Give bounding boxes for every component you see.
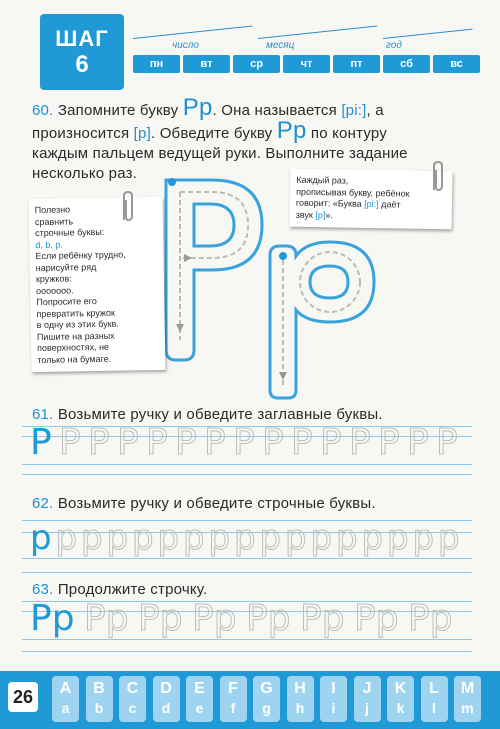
trace-letter[interactable]: p: [183, 518, 205, 558]
trace-letter[interactable]: P: [291, 422, 313, 463]
trace-letter[interactable]: P: [378, 422, 400, 463]
alphabet-upper: I: [331, 680, 336, 697]
alphabet-upper: M: [460, 680, 475, 697]
trace-letter[interactable]: p: [336, 518, 358, 558]
date-line-day: [133, 25, 252, 39]
trace-letter[interactable]: P: [436, 422, 458, 463]
trace-letter[interactable]: p: [234, 518, 256, 558]
alphabet-card: [253, 676, 280, 722]
trace-letter[interactable]: P: [262, 422, 284, 463]
alphabet-lower: f: [230, 700, 236, 716]
alphabet-card: [454, 676, 481, 722]
paperclip-icon: [118, 190, 140, 224]
trace-letter[interactable]: p: [55, 518, 78, 558]
alphabet-upper: B: [93, 680, 105, 697]
alphabet-upper: J: [362, 680, 372, 697]
task63-heading: 63. Продолжите строчку.: [32, 581, 208, 598]
alphabet-lower: g: [262, 700, 271, 716]
trace-letter[interactable]: P: [349, 422, 371, 463]
task63-letters[interactable]: [30, 598, 470, 648]
parent-tip-left: Полезно сравнить строчные буквы: d, b, p. Если ребёнку трудно, нарисуйте ряд кружков: ооооооо. Попросите его превратить кружок в одну из этих букв. Пишите на разных поверхностях, не только на бумаге.: [29, 197, 166, 372]
trace-letter[interactable]: P: [175, 422, 197, 463]
task62-heading: 62. Возьмите ручку и обведите строчные буквы.: [32, 495, 376, 512]
trace-letter[interactable]: P: [233, 422, 255, 463]
trace-letter[interactable]: P: [204, 422, 226, 463]
trace-letter[interactable]: P: [88, 422, 110, 463]
trace-letter[interactable]: p: [157, 518, 180, 558]
date-label-day: число: [172, 40, 199, 51]
alphabet-lower: a: [61, 700, 70, 716]
alphabet-upper: F: [228, 680, 238, 697]
trace-letter[interactable]: Pp: [408, 598, 453, 639]
alphabet-upper: L: [429, 680, 439, 697]
alphabet-lower: j: [365, 700, 369, 716]
sample-letter: P: [30, 422, 52, 463]
task60-text: 60. Запомните букву Pp. Она называется [pi:], а произносится [p]. Обведите букву Pp по контуру каждым пальцем ведущей руки. Выполните задание несколько раз.: [32, 94, 408, 182]
day-thu[interactable]: чт: [283, 55, 330, 73]
trace-letter[interactable]: Pp: [138, 598, 183, 639]
day-mon[interactable]: пн: [133, 55, 180, 73]
trace-letter[interactable]: p: [387, 518, 409, 558]
trace-letter[interactable]: p: [81, 518, 103, 558]
alphabet-card: [320, 676, 347, 722]
alphabet-card: [387, 676, 414, 722]
alphabet-lower: l: [432, 700, 436, 716]
trace-letter[interactable]: P: [407, 422, 429, 463]
trace-letter[interactable]: P: [320, 422, 342, 463]
step-number: 6: [75, 51, 89, 78]
trace-letter[interactable]: Pp: [192, 598, 237, 639]
trace-letter[interactable]: P: [146, 422, 168, 463]
alphabet-upper: K: [394, 680, 407, 697]
alphabet-upper: E: [194, 680, 205, 697]
date-label-month: месяц: [266, 40, 295, 51]
day-sat[interactable]: сб: [383, 55, 430, 73]
trace-letter[interactable]: P: [117, 422, 139, 463]
date-label-year: год: [386, 40, 402, 51]
date-line-month: [258, 25, 377, 39]
trace-letter[interactable]: p: [361, 518, 384, 558]
alphabet-card: [52, 676, 79, 722]
trace-letter[interactable]: p: [259, 518, 282, 558]
trace-letter[interactable]: p: [285, 518, 307, 558]
alphabet-card: [354, 676, 381, 722]
date-line-year: [383, 29, 473, 39]
day-tue[interactable]: вт: [183, 55, 230, 73]
alphabet-card: [186, 676, 213, 722]
trace-letter[interactable]: Pp: [300, 598, 345, 639]
trace-letter[interactable]: p: [132, 518, 154, 558]
trace-letter[interactable]: p: [106, 518, 129, 558]
alphabet-upper: A: [59, 680, 72, 697]
step-word: ШАГ: [55, 26, 109, 51]
trace-letter[interactable]: p: [412, 518, 435, 558]
sample-letter: p: [30, 518, 52, 558]
task62-letters[interactable]: [30, 520, 470, 570]
alphabet-upper: D: [160, 680, 172, 697]
alphabet-lower: e: [195, 700, 204, 716]
task61-heading: 61. Возьмите ручку и обведите заглавные буквы.: [32, 406, 383, 423]
trace-letter[interactable]: p: [310, 518, 333, 558]
step-badge: [40, 14, 124, 90]
alphabet-card: [220, 676, 247, 722]
trace-letter[interactable]: Pp: [354, 598, 399, 639]
alphabet-card: [86, 676, 113, 722]
alphabet-lower: k: [396, 700, 405, 716]
alphabet-lower: i: [331, 700, 336, 716]
alphabet-lower: h: [295, 700, 305, 716]
alphabet-card: [119, 676, 146, 722]
trace-letter[interactable]: p: [208, 518, 231, 558]
alphabet-upper: H: [294, 680, 306, 697]
day-sun[interactable]: вс: [433, 55, 480, 73]
alphabet-upper: G: [260, 680, 273, 697]
parent-tip-right: Каждый раз, прописывая букву, ребёнок говорит: «Буква [pi:] даёт звук [p]».: [290, 169, 453, 230]
alphabet-lower: b: [94, 700, 104, 716]
task61-letters[interactable]: [30, 422, 470, 466]
trace-letter[interactable]: p: [438, 518, 460, 558]
day-fri[interactable]: пт: [333, 55, 380, 73]
alphabet-card: [287, 676, 314, 722]
alphabet-lower: m: [461, 700, 474, 716]
alphabet-upper: C: [126, 680, 139, 697]
alphabet-lower: d: [161, 700, 171, 716]
sample-letter: Pp: [30, 598, 75, 639]
day-wed[interactable]: ср: [233, 55, 280, 73]
paperclip-icon: [428, 160, 450, 194]
trace-letter[interactable]: P: [59, 422, 81, 463]
alphabet-lower: c: [128, 700, 137, 716]
page-number: 26: [8, 682, 38, 712]
alphabet-card: [421, 676, 448, 722]
trace-letter[interactable]: Pp: [246, 598, 291, 639]
trace-letter[interactable]: Pp: [84, 598, 129, 639]
alphabet-card: [153, 676, 180, 722]
